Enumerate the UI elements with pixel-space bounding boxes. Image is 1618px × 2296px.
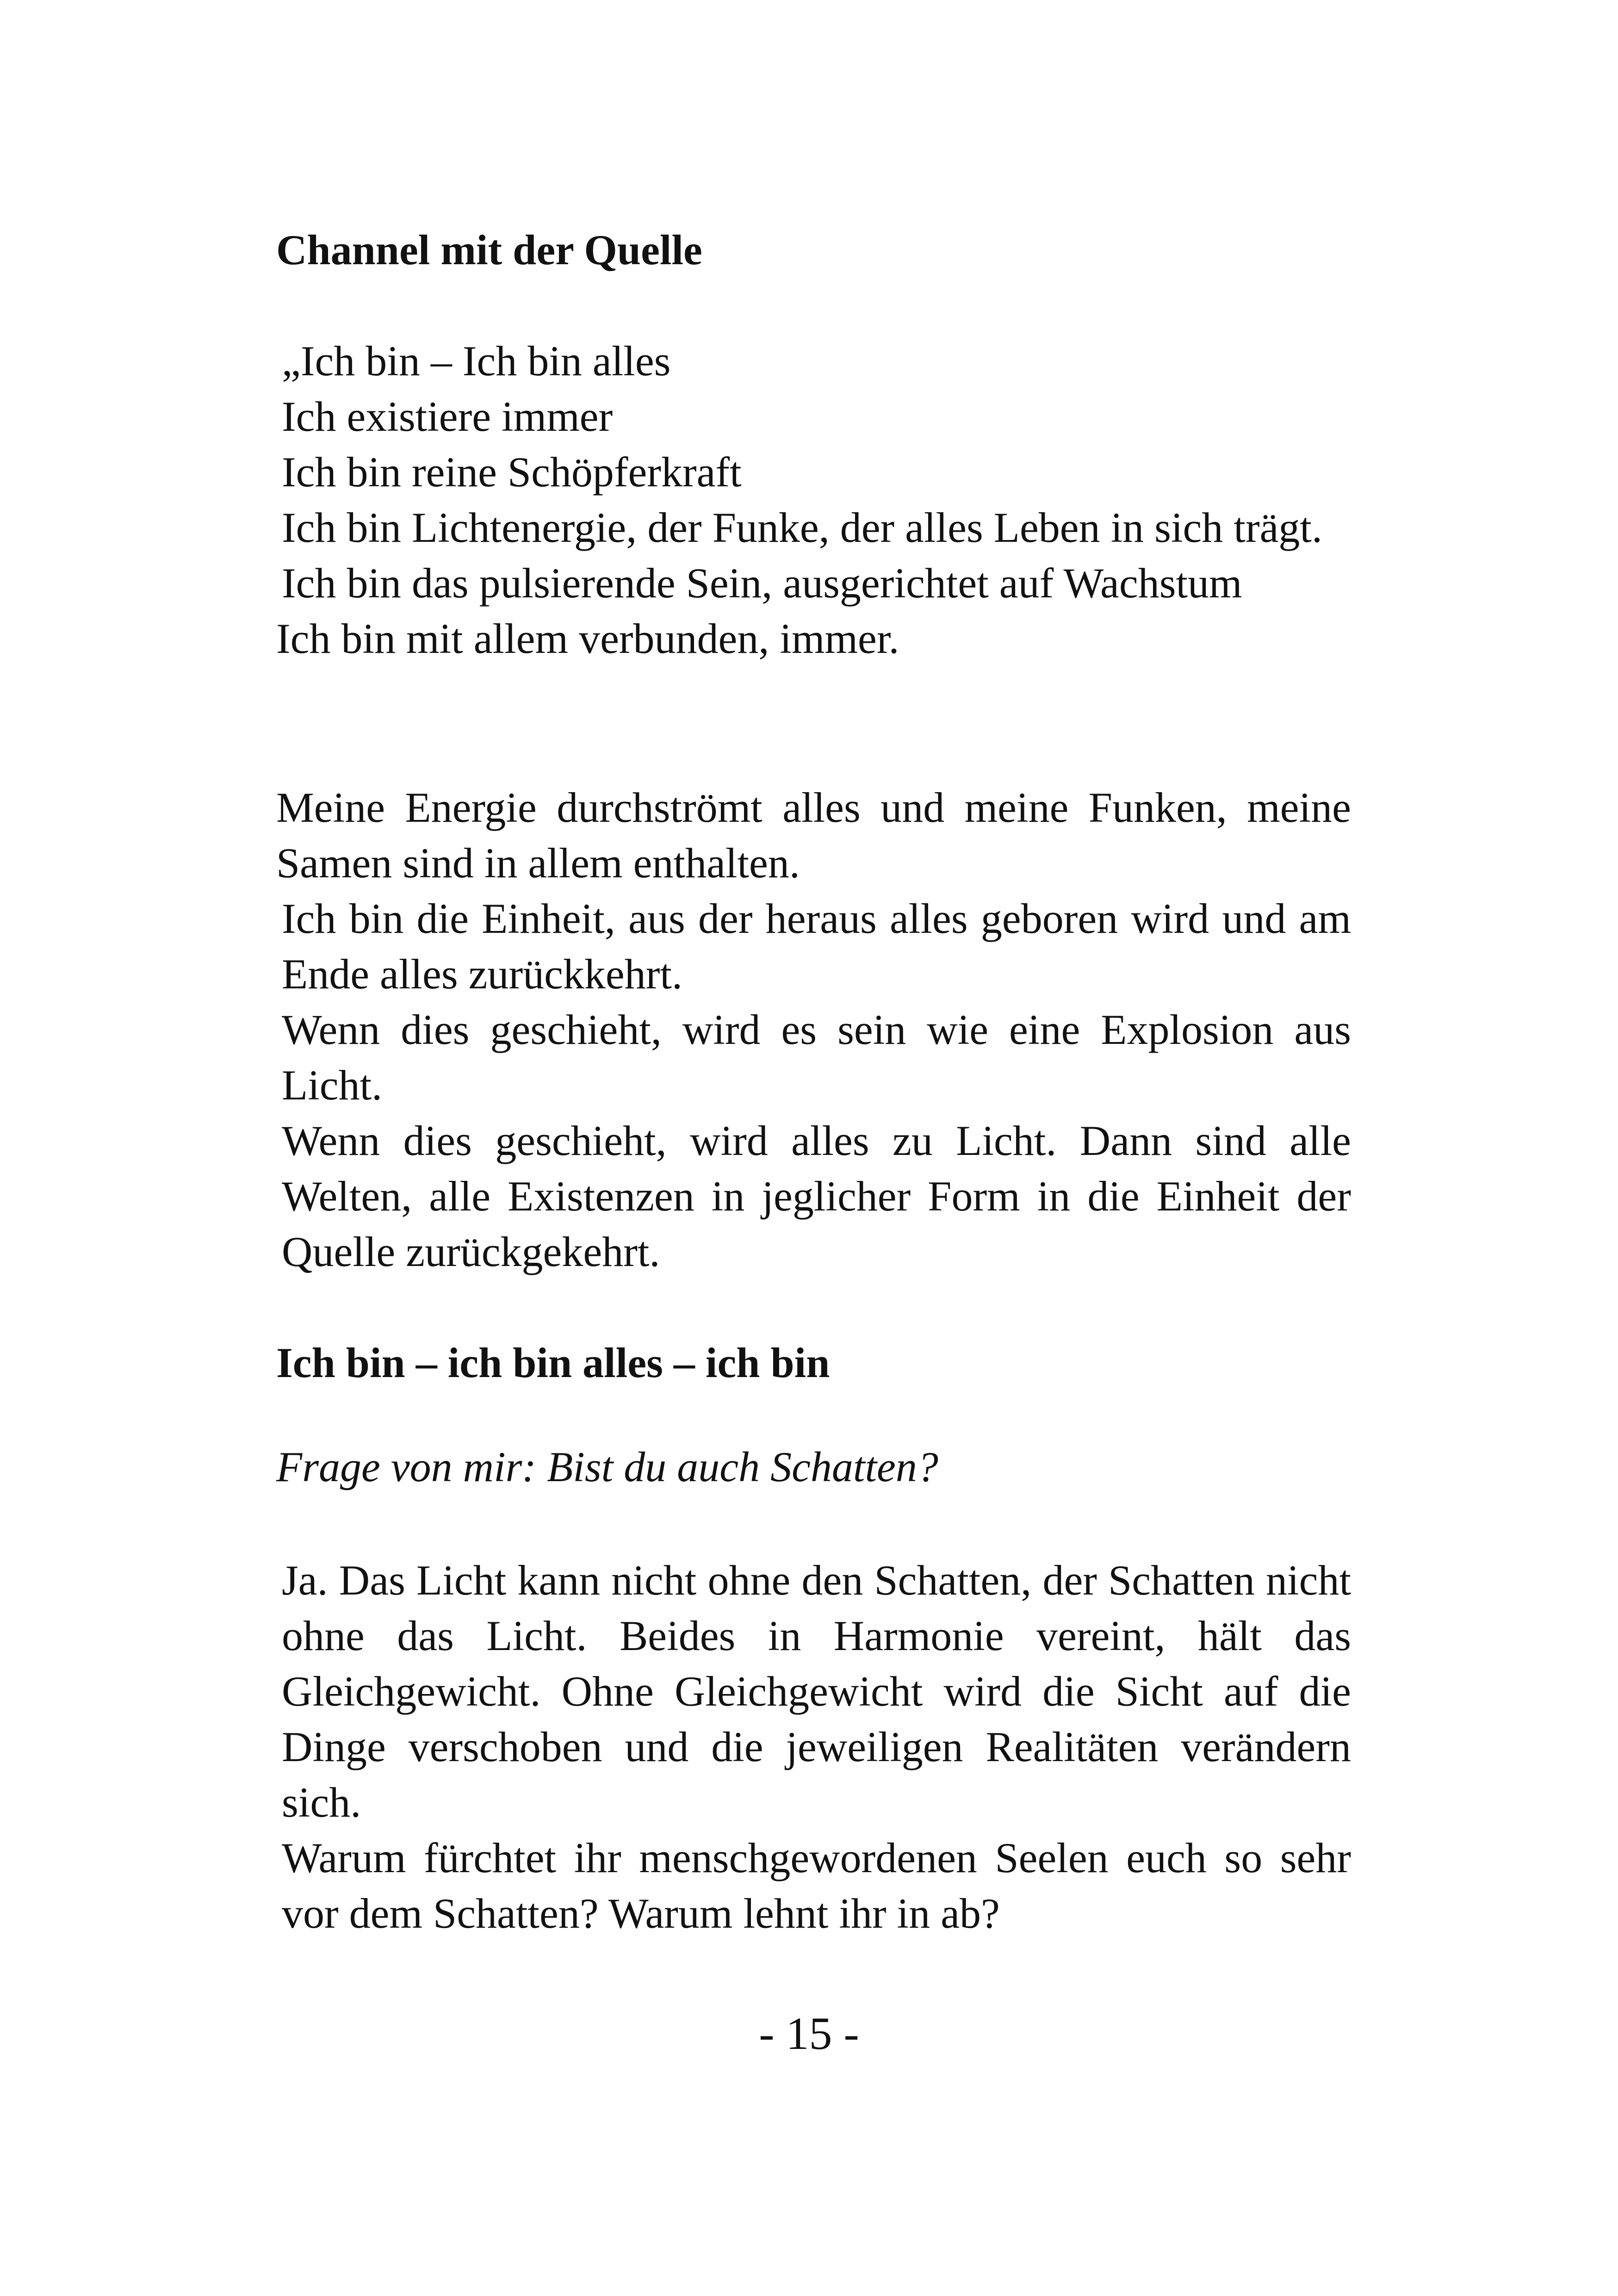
question-line: Frage von mir: Bist du auch Schatten?	[276, 1443, 938, 1490]
text-paragraph: Wenn dies geschieht, wird alles zu Licht. Dann sind alle Welten, alle Existenzen in jeglicher Form in die Einheit der Quelle zurückgekehrt.	[282, 1117, 1351, 1275]
text-paragraph: Meine Energie durchströmt alles und meine Funken, meine Samen sind in allem enthalten.	[276, 784, 1351, 887]
channel-body-block	[276, 780, 1351, 1279]
page-number: - 15 -	[759, 2008, 859, 2059]
text-paragraph: Warum fürchtet ihr menschgewordenen Seelen euch so sehr vor dem Schatten? Warum lehnt ihr in ab?	[282, 1834, 1351, 1937]
text-line: „Ich bin – Ich bin alles	[282, 337, 671, 385]
text-line: Ich bin reine Schöpferkraft	[282, 448, 742, 496]
text-paragraph: Ja. Das Licht kann nicht ohne den Schatten, der Schatten nicht ohne das Licht. Beides in Harmonie vereint, hält das Gleichgewicht. Ohne Gleichgewicht wird die Sicht auf die Dinge verschoben und die jeweiligen Realitäten verändern sich.	[282, 1557, 1351, 1826]
answer-block	[276, 1552, 1351, 1941]
text-line: Ich existiere immer	[282, 393, 613, 440]
channel-intro-block	[276, 333, 1351, 666]
section-heading: Ich bin – ich bin alles – ich bin	[276, 1339, 830, 1386]
text-line: Ich bin mit allem verbunden, immer.	[276, 615, 899, 662]
text-paragraph: Wenn dies geschieht, wird es sein wie eine Explosion aus Licht.	[282, 1006, 1351, 1109]
text-line: Ich bin das pulsierende Sein, ausgerichtet auf Wachstum	[282, 559, 1242, 607]
section-heading: Channel mit der Quelle	[276, 226, 702, 273]
text-paragraph: Ich bin die Einheit, aus der heraus alles geboren wird und am Ende alles zurückkehrt.	[282, 895, 1351, 998]
text-paragraph: Ich bin Lichtenergie, der Funke, der alles Leben in sich trägt.	[282, 504, 1322, 551]
